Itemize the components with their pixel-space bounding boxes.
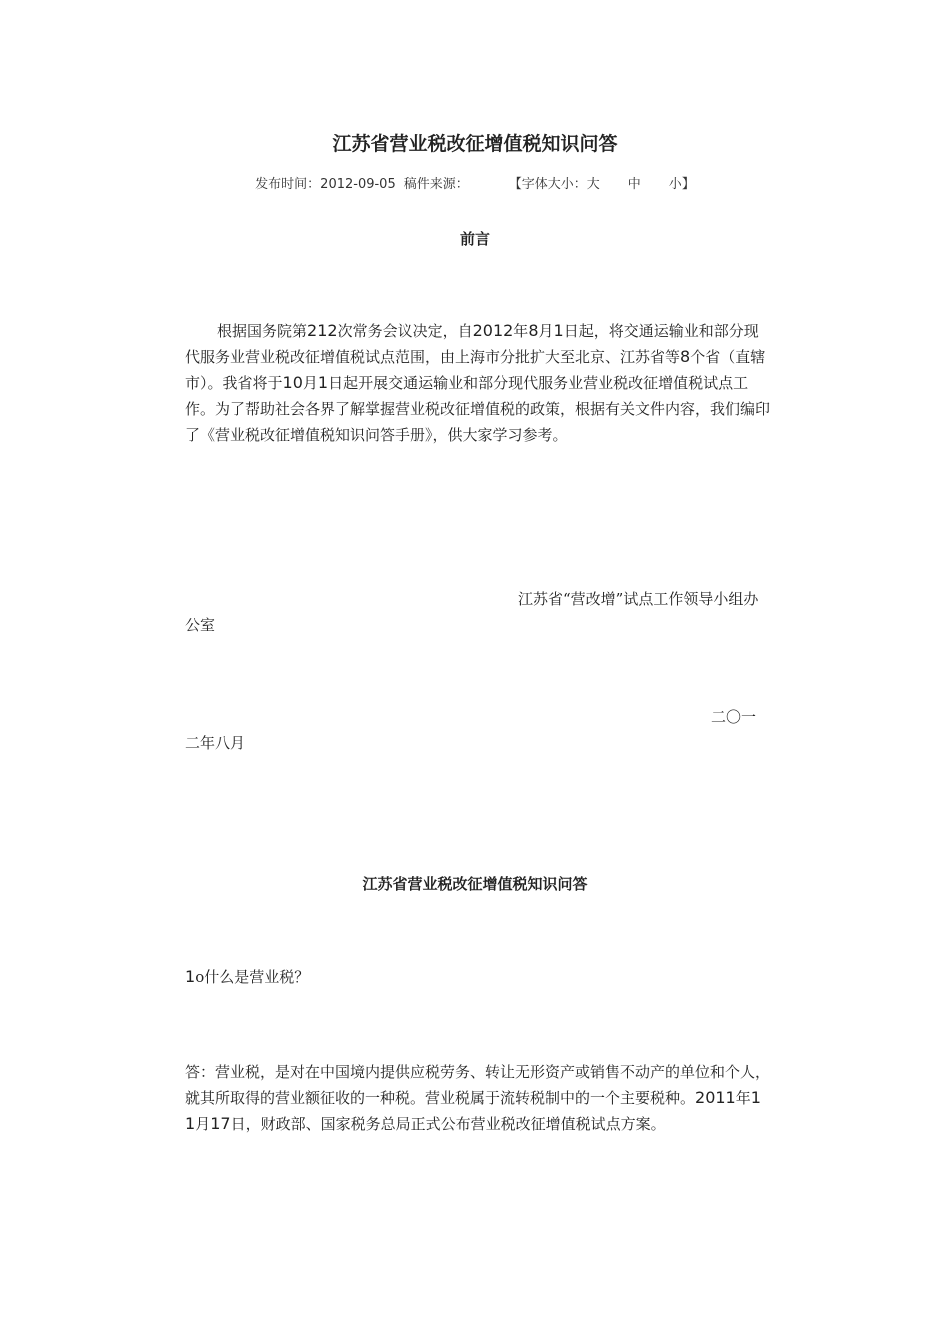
preface-text: 月	[538, 322, 554, 340]
answer-text: 月	[195, 1115, 211, 1133]
preface-number: 8	[528, 321, 539, 340]
publish-label: 发布时间：	[255, 177, 321, 192]
preface-paragraph	[185, 318, 770, 448]
font-size-open: 【字体大小：	[508, 177, 587, 192]
answer-1	[185, 1059, 770, 1137]
preface-number: 1	[317, 373, 329, 392]
question-1	[185, 966, 309, 988]
signature: 江苏省“营改增”试点工作领导小组办公室	[185, 590, 759, 634]
preface-text: 日起，将交通运输业和部分现代服务业营业税改征增值税试点范围，由上海市分批扩大至北京、江苏省等	[185, 322, 759, 366]
font-size-medium-link[interactable]: 中	[627, 177, 641, 192]
preface-text: 次常务会议决定，自	[337, 322, 473, 340]
font-size-small-link[interactable]: 小	[668, 177, 682, 192]
preface-number: 212	[307, 321, 338, 340]
document-date: 二〇一二年八月	[185, 708, 757, 752]
answer-number: 11	[185, 1088, 761, 1133]
preface-text: 日起开展交通运输业和部分现代服务业营业税改征增值税试点工作。为了帮助社会各界了解掌握营业税改征增值税的政策，根据有关文件内容，我们编印了《营业税改征增值税知识问答手册》，供大家学习参考。	[185, 374, 771, 444]
font-size-large-link[interactable]: 大	[586, 177, 600, 192]
preface-text: 个省（直辖市）。我省将于	[185, 348, 766, 392]
preface-number: 8	[680, 347, 691, 366]
publish-date: 2012-09-05	[320, 177, 396, 192]
page-title: 江苏省营业税改征增值税知识问答	[332, 133, 618, 155]
font-size-close: 】	[681, 177, 695, 192]
preface-number: 1	[553, 321, 564, 340]
answer-text: 答：营业税，是对在中国境内提供应税劳务、转让无形资产或销售不动产的单位和个人，就其所取得的营业额征收的一种税。营业税属于流转税制中的一个主要税种。	[185, 1063, 771, 1107]
question-text: o什么是营业税？	[195, 968, 310, 986]
answer-number: 2011	[695, 1088, 736, 1107]
preface-text: 年	[513, 322, 529, 340]
preface-number: 10	[282, 373, 303, 392]
article-meta	[0, 176, 950, 194]
answer-number: 17	[210, 1114, 231, 1133]
section-title: 江苏省营业税改征增值税知识问答	[362, 875, 588, 893]
preface-text: 根据国务院第	[217, 322, 308, 340]
preface-text: 月	[302, 374, 318, 392]
source-label: 稿件来源：	[403, 177, 469, 192]
question-number: 1	[185, 967, 196, 986]
answer-text: 年	[735, 1089, 751, 1107]
preface-number: 2012	[472, 321, 514, 340]
preface-heading: 前言	[459, 230, 490, 248]
answer-text: 日，财政部、国家税务总局正式公布营业税改征增值税试点方案。	[230, 1115, 666, 1133]
